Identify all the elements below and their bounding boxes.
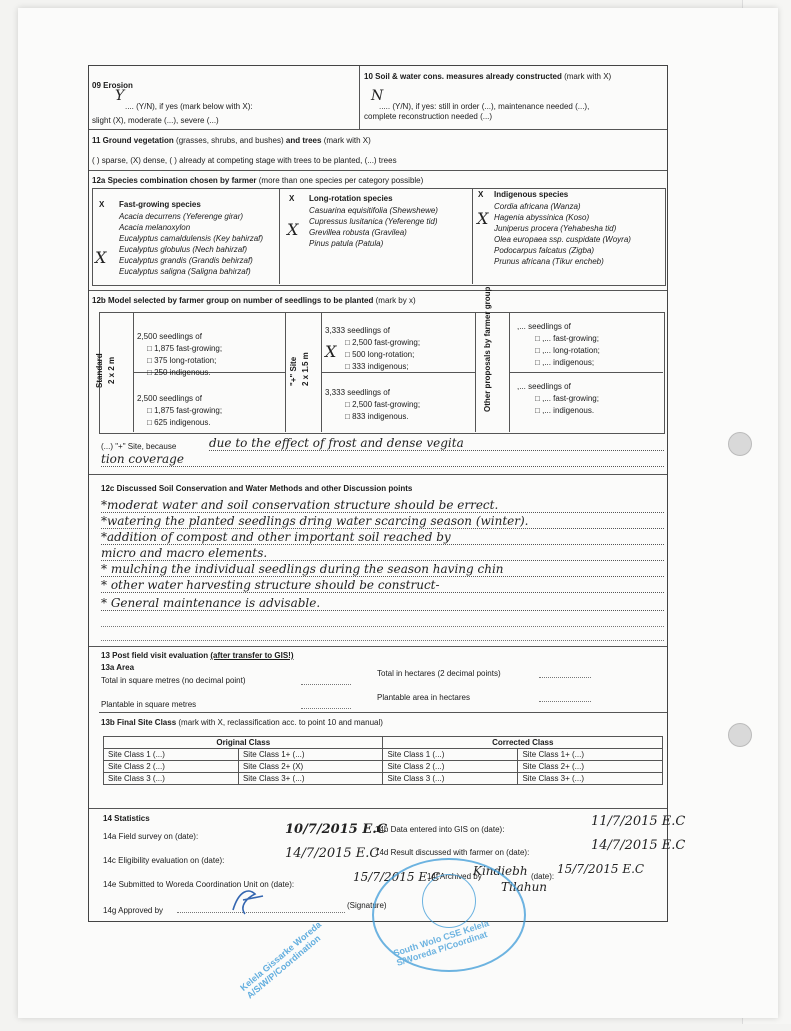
species-item: Olea europaea ssp. cuspidate (Woyra) [494,235,631,244]
stamp-emblem [422,874,476,928]
gis-entry-date: 11/7/2015 E.C [591,814,686,829]
divider [89,290,667,291]
col-x: X [478,190,484,199]
discussion-line: * mulching the individual seedlings during the season having chin [101,562,664,577]
approval-signature [225,880,270,925]
plant-ha-label: Plantable area in hectares [377,693,470,702]
blank-line [101,626,664,627]
archived-name: Kindiebh [473,864,528,878]
blank-line [101,640,664,641]
indigenous-header: Indigenous species [494,190,569,199]
model-c1-title: ,... seedlings of [517,322,571,331]
class-cell: Site Class 2 (...) [104,761,239,773]
other-label: Other proposals by farmer group [483,286,492,412]
class-cell: Site Class 2+ (...) [518,761,663,773]
punch-hole-1 [728,432,752,456]
fast-growing-header: Fast-growing species [119,200,201,209]
divider [509,372,663,373]
discussion-line: * other water harvesting structure should be construct- [101,578,664,593]
site-class-table [103,736,663,785]
field-survey-label: 14a Field survey on (date): [103,832,199,841]
species-item: Prunus africana (Tikur encheb) [494,257,604,266]
col-x: X [289,194,295,203]
area-title: 13a Area [101,663,135,672]
species-item: Podocarpus falcatus (Zigba) [494,246,595,255]
species-title: 12a Species combination chosen by farmer (more than one species per category possible) [92,176,424,185]
model-option: □ 2,500 fast-growing; [345,400,421,409]
model-option: □ ,... indigenous. [535,406,595,415]
class-cell: Site Class 1+ (...) [518,749,663,761]
final-class-title: 13b Final Site Class (mark with X, reclassification acc. to point 10 and manual) [101,718,383,727]
species-item: Cupressus lusitanica (Yeferenge tid) [309,217,438,226]
statistics-title: 14 Statistics [103,814,150,823]
species-item: Eucalyptus saligna (Saligna bahirzaf) [119,267,251,276]
model-option: □ ,... fast-growing; [535,394,599,403]
discussion-line: *addition of compost and other important soil reached by [101,530,664,545]
original-class-header: Original Class [104,737,383,749]
divider [89,808,667,809]
species-item: Hagenia abyssinica (Koso) [494,213,590,222]
divider [89,170,667,171]
class-cell: Site Class 3 (...) [104,773,239,785]
species-item: Acacia decurrens (Yeferenge girar) [119,212,244,221]
divider [359,66,360,129]
because-text-1: due to the effect of frost and dense vegita [209,436,664,451]
discussed-date: 14/7/2015 E.C [591,838,686,853]
standard-size: 2 x 2 m [107,356,116,384]
model-option: □ ,... fast-growing; [535,334,599,343]
total-sqm-label: Total in square metres (no decimal point) [101,676,246,685]
divider [279,188,280,284]
model-b2-title: 3,333 seedlings of [325,388,390,397]
model-option: □ ,... long-rotation; [535,346,600,355]
swc-question: ..... (Y/N), if yes: still in order (...), maintenance needed (...), [379,102,590,111]
submitted-date: 15/7/2015 E.C [353,870,441,884]
model-title: 12b Model selected by farmer group on number of seedlings to be planted (mark by x) [92,296,416,305]
swc-line2: complete reconstruction needed (...) [364,112,493,121]
mark-x: X [325,342,337,361]
model-option: □ 1,875 fast-growing; [147,406,223,415]
post-visit-title: 13 Post field visit evaluation (after transfer to GIS!) [101,651,294,660]
submitted-label: 14e Submitted to Woreda Coordination Unit on (date): [103,880,295,889]
divider [99,712,667,713]
discussion-line: * General maintenance is advisable. [101,596,664,611]
divider [89,474,667,475]
erosion-answer: Y [115,88,125,104]
discussion-line: *moderat water and soil conservation structure should be errect. [101,498,664,513]
divider [321,372,475,373]
class-cell: Site Class 2+ (X) [238,761,383,773]
model-option: □ ,... indigenous; [535,358,595,367]
model-option: □ 833 indigenous. [345,412,409,421]
mark-x: X [95,248,107,267]
species-item: Eucalyptus camaldulensis (Key bahirzaf) [119,234,264,243]
discussion-line: micro and macro elements. [101,546,664,561]
erosion-options: slight (X), moderate (...), severe (...) [92,116,219,125]
mark-x: X [477,209,489,228]
class-cell: Site Class 2 (...) [383,761,518,773]
corrected-class-header: Corrected Class [383,737,663,749]
model-option: □ 2,500 fast-growing; [345,338,421,347]
archived-date: 15/7/2015 E.C [557,862,645,876]
swc-answer: N [371,88,384,104]
divider [285,312,286,432]
eligibility-label: 14c Eligibility evaluation on (date): [103,856,225,865]
long-rotation-header: Long-rotation species [309,194,393,203]
model-b1-title: 3,333 seedlings of [325,326,390,335]
office-stamp [372,858,526,972]
blank-line [539,677,591,678]
total-ha-label: Total in hectares (2 decimal points) [377,669,501,678]
species-item: Cordia africana (Wanza) [494,202,581,211]
model-option: □ 500 long-rotation; [345,350,415,359]
erosion-question: .... (Y/N), if yes (mark below with X): [125,102,253,111]
class-cell: Site Class 3 (...) [383,773,518,785]
species-item: Eucalyptus grandis (Grandis behirzaf) [119,256,253,265]
site-label: "+" Site [289,356,298,386]
model-option: □ 375 long-rotation; [147,356,217,365]
divider [89,129,667,130]
class-cell: Site Class 1 (...) [383,749,518,761]
model-c2-title: ,... seedlings of [517,382,571,391]
eligibility-date: 14/7/2015 E.C [285,846,380,861]
veg-options: ( ) sparse, (X) dense, ( ) already at competing stage with trees to be planted, (...) trees [92,156,397,165]
erosion-title: 09 Erosion [92,81,133,90]
blank-line [301,684,351,685]
model-option: □ 250 indigenous. [147,368,211,377]
class-cell: Site Class 3+ (...) [238,773,383,785]
archived-name-2: Tilahun [501,880,548,894]
swc-title: 10 Soil & water cons. measures already constructed (mark with X) [364,72,612,81]
field-survey-date: 10/7/2015 E.C [285,822,388,837]
species-item: Grevillea robusta (Gravilea) [309,228,407,237]
because-label: (...) "+" Site, because [101,442,177,451]
because-text-2: tion coverage [101,452,664,467]
veg-title: 11 Ground vegetation (grasses, shrubs, and bushes) and trees (mark with X) [92,136,371,145]
coordination-stamp: Kelela Gissarke Woreda A/S/W/P/Coordination [238,919,324,1001]
punch-hole-2 [728,723,752,747]
stamp-text: South Wolo CSE Kelela S/Woreda P/Coordinat [392,918,491,968]
gis-entry-label: 14b Data entered into GIS on (date): [375,825,505,834]
archived-date-label: (date): [531,872,555,881]
model-option: □ 333 indigenous; [345,362,409,371]
species-item: Juniperus procera (Yehabesha tid) [494,224,617,233]
plant-sqm-label: Plantable in square metres [101,700,197,709]
divider [472,188,473,284]
signature-label: (Signature) [347,901,387,910]
site-size: 2 x 1.5 m [301,352,310,386]
species-item: Pinus patula (Patula) [309,239,384,248]
model-option: □ 1,875 fast-growing; [147,344,223,353]
divider [89,646,667,647]
class-cell: Site Class 1+ (...) [238,749,383,761]
species-item: Acacia melanoxylon [119,223,191,232]
mark-x: X [287,220,299,239]
model-a2-title: 2,500 seedlings of [137,394,202,403]
discussed-label: 14d Result discussed with farmer on (date): [375,848,530,857]
species-item: Eucalyptus globulus (Nech bahirzaf) [119,245,248,254]
col-x: X [99,200,105,209]
blank-line [301,708,351,709]
discussion-line: *watering the planted seedlings dring water scarcing season (winter). [101,514,664,529]
standard-label: Standard [95,353,104,388]
blank-line [539,701,591,702]
divider [475,312,476,432]
approved-label: 14g Approved by [103,906,164,915]
class-cell: Site Class 3+ (...) [518,773,663,785]
model-option: □ 625 indigenous. [147,418,211,427]
species-item: Casuarina equisitifolia (Shewshewe) [309,206,438,215]
field-form [88,65,686,922]
model-a1-title: 2,500 seedlings of [137,332,202,341]
class-cell: Site Class 1 (...) [104,749,239,761]
discussion-title: 12c Discussed Soil Conservation and Water Methods and other Discussion points [101,484,413,493]
archived-label: 14f Archived by [427,872,482,881]
